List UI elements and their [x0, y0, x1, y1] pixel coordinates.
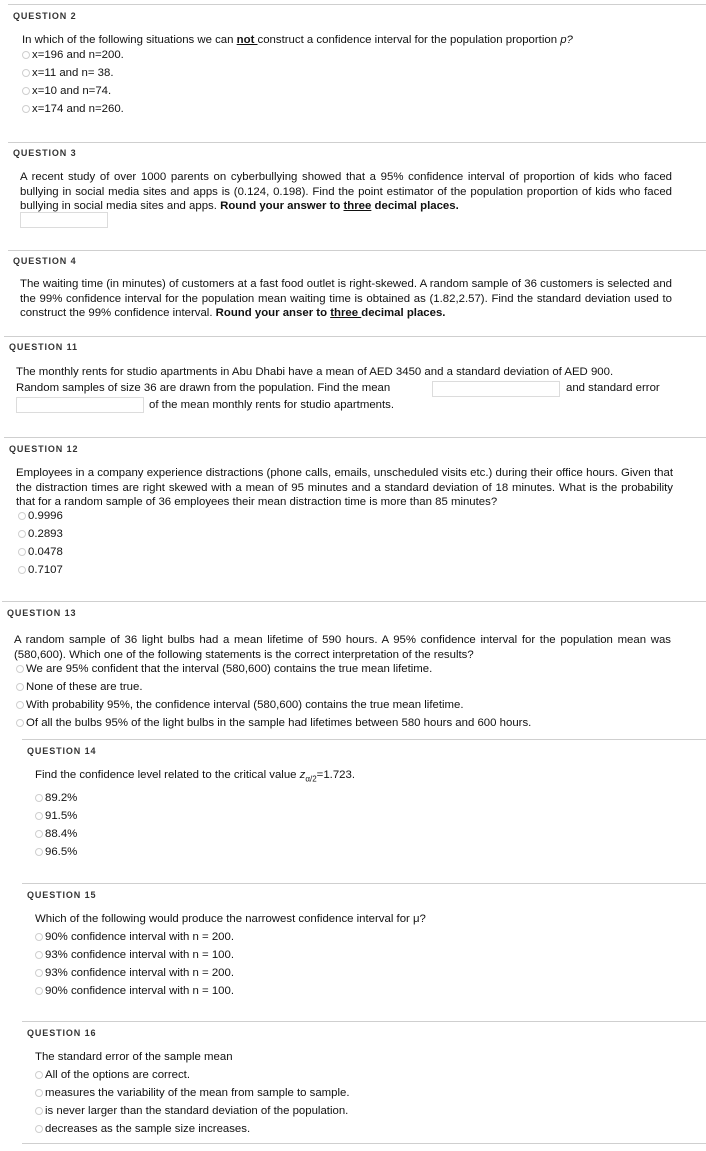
question-text: Which of the following would produce the narrowest confidence interval for μ?: [35, 913, 426, 925]
radio-button[interactable]: [35, 969, 43, 977]
radio-button[interactable]: [35, 1107, 43, 1115]
radio-button[interactable]: [22, 87, 30, 95]
answer-option[interactable]: 90% confidence interval with n = 200.: [35, 930, 234, 945]
radio-button[interactable]: [35, 848, 43, 856]
divider: [4, 336, 706, 337]
radio-button[interactable]: [35, 987, 43, 995]
divider: [22, 883, 706, 884]
question-label: QUESTION 12: [9, 444, 79, 454]
answer-option[interactable]: 88.4%: [35, 827, 77, 842]
mean-answer-input[interactable]: [432, 381, 560, 397]
question-label: QUESTION 13: [7, 608, 77, 618]
question-text: Find the confidence level related to the critical value $z_{\alpha/2}=1.723$.: [35, 769, 355, 784]
standard-error-input[interactable]: [16, 397, 144, 413]
radio-button[interactable]: [18, 566, 26, 574]
question-text: and standard error: [566, 382, 660, 394]
radio-button[interactable]: [22, 69, 30, 77]
answer-option[interactable]: x=174 and n=260.: [22, 102, 124, 117]
answer-option[interactable]: 93% confidence interval with n = 100.: [35, 948, 234, 963]
divider: [2, 601, 706, 602]
divider: [8, 4, 706, 5]
radio-button[interactable]: [18, 530, 26, 538]
answer-option[interactable]: 91.5%: [35, 809, 77, 824]
question-text: In which of the following situations we can not construct a confidence interval for the population proportion p?: [22, 34, 573, 46]
radio-button[interactable]: [16, 701, 24, 709]
question-text: The waiting time (in minutes) of customers at a fast food outlet is right-skewed. A random sample of 36 customers is selected and the 99% confidence interval for the population mean waiting time is obtained as (1.82,2.57). Find the standard deviation used to construct the 99% confidence interval. Round your anser to three decimal places.: [20, 278, 672, 319]
radio-button[interactable]: [16, 719, 24, 727]
question-text: A random sample of 36 light bulbs had a mean lifetime of 590 hours. A 95% confidence interval for the population mean was (580,600). Which one of the following statements is the correct interpretation of the results?: [14, 634, 671, 661]
divider: [22, 739, 706, 740]
question-label: QUESTION 16: [27, 1028, 97, 1038]
answer-option[interactable]: decreases as the sample size increases.: [35, 1122, 250, 1137]
answer-option[interactable]: x=196 and n=200.: [22, 48, 124, 63]
radio-button[interactable]: [22, 105, 30, 113]
radio-button[interactable]: [35, 794, 43, 802]
answer-option[interactable]: is never larger than the standard deviation of the population.: [35, 1104, 348, 1119]
radio-button[interactable]: [35, 812, 43, 820]
answer-option[interactable]: With probability 95%, the confidence interval (580,600) contains the true mean lifetime.: [16, 698, 464, 713]
answer-option[interactable]: x=11 and n= 38.: [22, 66, 114, 81]
question-text: Random samples of size 36 are drawn from the population. Find the mean: [16, 382, 391, 394]
answer-option[interactable]: x=10 and n=74.: [22, 84, 111, 99]
question-label: QUESTION 2: [13, 11, 77, 21]
question-text: Employees in a company experience distractions (phone calls, emails, unscheduled visits etc.) during their office hours. Given that the distraction times are right skewed with a mean of 95 minutes and a standard deviation of 18 minutes. What is the probability that for a random sample of 36 employees their mean distraction time is more than 85 minutes?: [16, 467, 673, 508]
radio-button[interactable]: [35, 1125, 43, 1133]
question-text: The monthly rents for studio apartments in Abu Dhabi have a mean of AED 3450 and a standard deviation of AED 900.: [16, 366, 614, 378]
answer-option[interactable]: 90% confidence interval with n = 100.: [35, 984, 234, 999]
radio-button[interactable]: [16, 683, 24, 691]
radio-button[interactable]: [35, 830, 43, 838]
radio-button[interactable]: [35, 951, 43, 959]
answer-option[interactable]: None of these are true.: [16, 680, 143, 695]
question-label: QUESTION 3: [13, 148, 77, 158]
answer-option[interactable]: We are 95% confident that the interval (580,600) contains the true mean lifetime.: [16, 662, 432, 677]
radio-button[interactable]: [16, 665, 24, 673]
radio-button[interactable]: [35, 933, 43, 941]
divider: [8, 250, 706, 251]
answer-option[interactable]: measures the variability of the mean from sample to sample.: [35, 1086, 350, 1101]
answer-option[interactable]: 0.7107: [18, 563, 63, 578]
answer-option[interactable]: 89.2%: [35, 791, 77, 806]
question-text: A recent study of over 1000 parents on cyberbullying showed that a 95% confidence interval of proportion of kids who faced bullying in social media sites and apps is (0.124, 0.198). Find the point estimator of the population proportion of kids who faced bullying in social media sites and apps. Round your answer to three decimal places.: [20, 171, 672, 212]
question-label: QUESTION 14: [27, 746, 97, 756]
question-label: QUESTION 15: [27, 890, 97, 900]
radio-button[interactable]: [18, 548, 26, 556]
answer-option[interactable]: 93% confidence interval with n = 200.: [35, 966, 234, 981]
answer-option[interactable]: All of the options are correct.: [35, 1068, 190, 1083]
answer-option[interactable]: 0.9996: [18, 509, 63, 524]
answer-option[interactable]: 96.5%: [35, 845, 77, 860]
divider: [4, 437, 706, 438]
divider: [8, 142, 706, 143]
radio-button[interactable]: [22, 51, 30, 59]
question-label: QUESTION 11: [9, 342, 78, 352]
answer-option[interactable]: 0.0478: [18, 545, 63, 560]
answer-option[interactable]: 0.2893: [18, 527, 63, 542]
answer-input[interactable]: [20, 212, 108, 228]
radio-button[interactable]: [18, 512, 26, 520]
question-label: QUESTION 4: [13, 256, 77, 266]
divider: [22, 1021, 706, 1022]
answer-option[interactable]: Of all the bulbs 95% of the light bulbs in the sample had lifetimes between 580 hours and 600 hours.: [16, 716, 531, 731]
question-text: of the mean monthly rents for studio apartments.: [149, 399, 395, 411]
radio-button[interactable]: [35, 1089, 43, 1097]
radio-button[interactable]: [35, 1071, 43, 1079]
divider: [22, 1143, 706, 1144]
question-text: The standard error of the sample mean: [35, 1051, 233, 1063]
